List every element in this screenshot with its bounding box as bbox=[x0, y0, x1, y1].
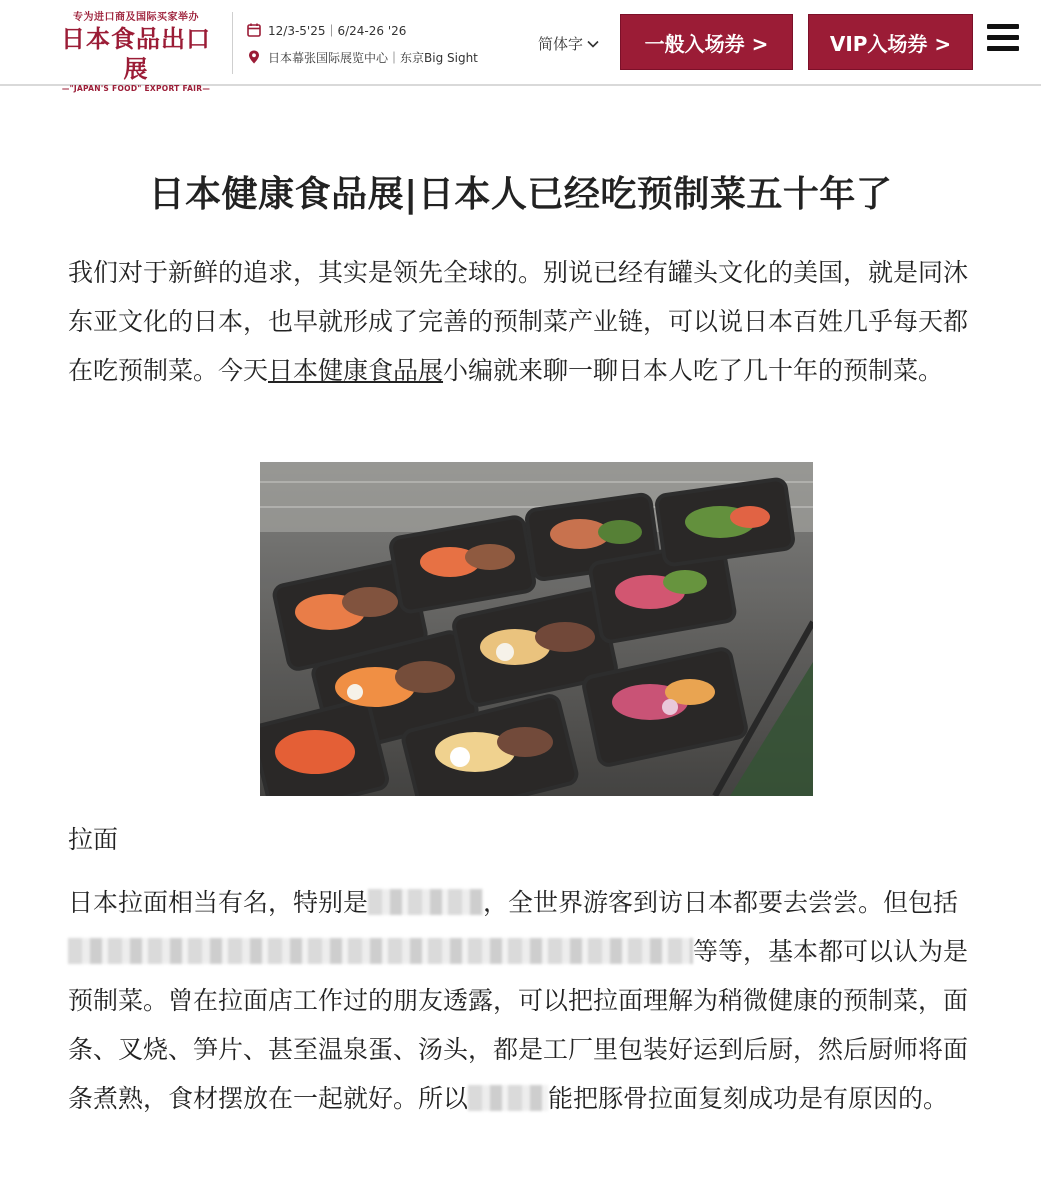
ramen-text-4: 能把豚骨拉面复刻成功是有原因的。 bbox=[548, 1084, 949, 1113]
intro-text-start: 我们对于新鲜的追求，其实是领先全球的。别说已经有罐头文化的美国，就是同沐东亚文化的日本，也早就形成了完善的预制菜产业链，可以说日本百姓几乎每天都在吃预制菜。今天 bbox=[68, 258, 969, 385]
ramen-text-3: 等等，基本都可以认为是预制菜。曾在拉面店工作过的朋友透露，可以把拉面理解为稍微健康的预制菜，面条、叉烧、笋片、甚至温泉蛋、汤头，都是工厂里包装好运到后厨，然后厨师将面条煮熟，食材摆放在一起就好。所以 bbox=[68, 937, 969, 1113]
logo-title: 日本食品出口展 bbox=[61, 24, 211, 83]
ramen-text-1: 日本拉面相当有名，特别是 bbox=[68, 888, 369, 917]
vip-ticket-button[interactable]: VIP入场券 > bbox=[808, 14, 973, 70]
section-heading-ramen: 拉面 bbox=[68, 825, 119, 854]
header-divider bbox=[232, 12, 233, 74]
location-pin-icon bbox=[246, 49, 262, 65]
language-selector[interactable] bbox=[538, 33, 600, 54]
intro-text-end: 小编就来聊一聊日本人吃了几十年的预制菜。 bbox=[443, 356, 944, 385]
logo-tagline: 专为进口商及国际买家举办 bbox=[73, 12, 199, 23]
ramen-paragraph bbox=[68, 878, 978, 1123]
logo-subtitle: —"JAPAN'S FOOD" EXPORT FAIR— bbox=[61, 84, 211, 93]
health-food-expo-link[interactable]: 日本健康食品展 bbox=[268, 356, 444, 385]
calendar-icon bbox=[246, 22, 262, 38]
event-dates-row bbox=[246, 18, 478, 42]
site-logo[interactable] bbox=[52, 12, 220, 93]
language-label: 简体字 bbox=[538, 35, 584, 53]
redacted-text bbox=[468, 1085, 548, 1111]
general-ticket-button[interactable]: 一般入场券 > bbox=[620, 14, 793, 70]
prepared-meals-illustration bbox=[260, 462, 813, 796]
intro-paragraph bbox=[68, 248, 978, 395]
event-dates: 12/3-5'25｜6/24-26 '26 bbox=[268, 23, 407, 38]
ramen-text-2: ，全世界游客到访日本都要去尝尝。但包括 bbox=[483, 888, 959, 917]
redacted-text bbox=[68, 938, 693, 964]
article-title: 日本健康食品展|日本人已经吃预制菜五十年了 bbox=[148, 174, 893, 215]
site-header bbox=[0, 0, 1041, 93]
event-venue-row bbox=[246, 45, 478, 69]
prepared-meals-photo bbox=[260, 462, 813, 796]
event-venue: 日本幕张国际展览中心｜东京Big Sight bbox=[268, 50, 478, 65]
redacted-text bbox=[368, 889, 483, 915]
event-info bbox=[246, 18, 478, 69]
menu-icon[interactable] bbox=[987, 24, 1019, 56]
chevron-down-icon bbox=[586, 37, 600, 51]
